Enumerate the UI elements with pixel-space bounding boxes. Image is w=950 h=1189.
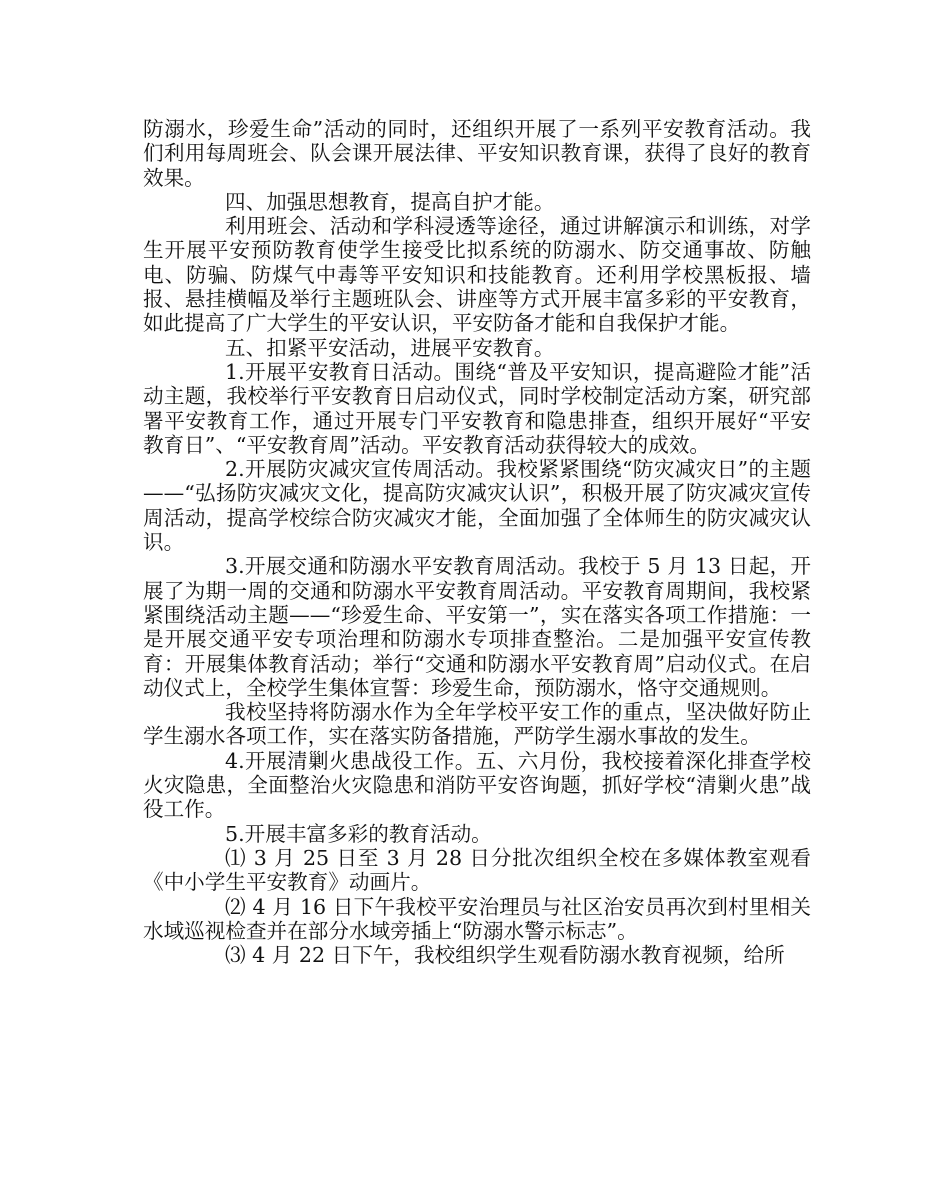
paragraph-1: 防溺水，珍爱生命”活动的同时，还组织开展了一系列平安教育活动。我们利用每周班会、队会课开展法律、平安知识教育课，获得了良好的教育效果。 [143, 117, 811, 190]
sub-item-3: ⑶ 4 月 22 日下午，我校组织学生观看防溺水教育视频，给所 [225, 943, 785, 968]
list-item-4: 4.开展清剿火患战役工作。五、六月份，我校接着深化排查学校火灾隐患，全面整治火灾隐患和消防平安咨询题，抓好学校“清剿火患”战役工作。 [143, 748, 811, 822]
section-heading-4: 四、加强思想教育，提高自护才能。 [225, 189, 555, 214]
list-item-1: 1.开展平安教育日活动。围绕“普及平安知识，提高避险才能”活动主题，我校举行平安教育日启动仪式，同时学校制定活动方案，研究部署平安教育工作，通过开展专门平安教育和隐患排查，组织开展好“平安教育日”、“平安教育周”活动。平安教育活动获得较大的成效。 [143, 359, 811, 457]
list-item-5: 5.开展丰富多彩的教育活动。 [225, 821, 492, 846]
list-item-2: 2.开展防灾减灾宣传周活动。我校紧紧围绕“防灾减灾日”的主题——“弘扬防灾减灾文化，提高防灾减灾认识”，积极开展了防灾减灾宣传周活动，提高学校综合防灾减灾才能，全面加强了全体师生的防灾减灾认识。 [143, 457, 811, 555]
list-item-3: 3.开展交通和防溺水平安教育周活动。我校于 5 月 13 日起，开展了为期一周的交通和防溺水平安教育周活动。平安教育周期间，我校紧紧围绕活动主题——“珍爱生命、平安第一”，实在落实各项工作措施：一是开展交通平安专项治理和防溺水专项排查整治。二是加强平安宣传教育：开展集体教育活动；举行“交通和防溺水平安教育周”启动仪式。在启动仪式上，全校学生集体宣誓：珍爱生命，预防溺水，恪守交通规则。 [143, 554, 811, 700]
document-page [143, 117, 811, 967]
sub-item-2: ⑵ 4 月 16 日下午我校平安治理员与社区治安员再次到村里相关水域巡视检查并在部分水域旁插上“防溺水警示标志”。 [143, 894, 811, 943]
paragraph-2: 利用班会、活动和学科浸透等途径，通过讲解演示和训练，对学生开展平安预防教育使学生接受比拟系统的防溺水、防交通事故、防触电、防骗、防煤气中毒等平安知识和技能教育。还利用学校黑板报、墙报、悬挂横幅及举行主题班队会、讲座等方式开展丰富多彩的平安教育，如此提高了广大学生的平安认识，平安防备才能和自我保护才能。 [143, 214, 811, 336]
section-heading-5: 五、扣紧平安活动，进展平安教育。 [225, 335, 555, 360]
paragraph-3: 我校坚持将防溺水作为全年学校平安工作的重点，坚决做好防止学生溺水各项工作，实在落实防备措施，严防学生溺水事故的发生。 [143, 700, 811, 749]
sub-item-1: ⑴ 3 月 25 日至 3 月 28 日分批次组织全校在多媒体教室观看《中小学生平安教育》动画片。 [143, 845, 811, 895]
